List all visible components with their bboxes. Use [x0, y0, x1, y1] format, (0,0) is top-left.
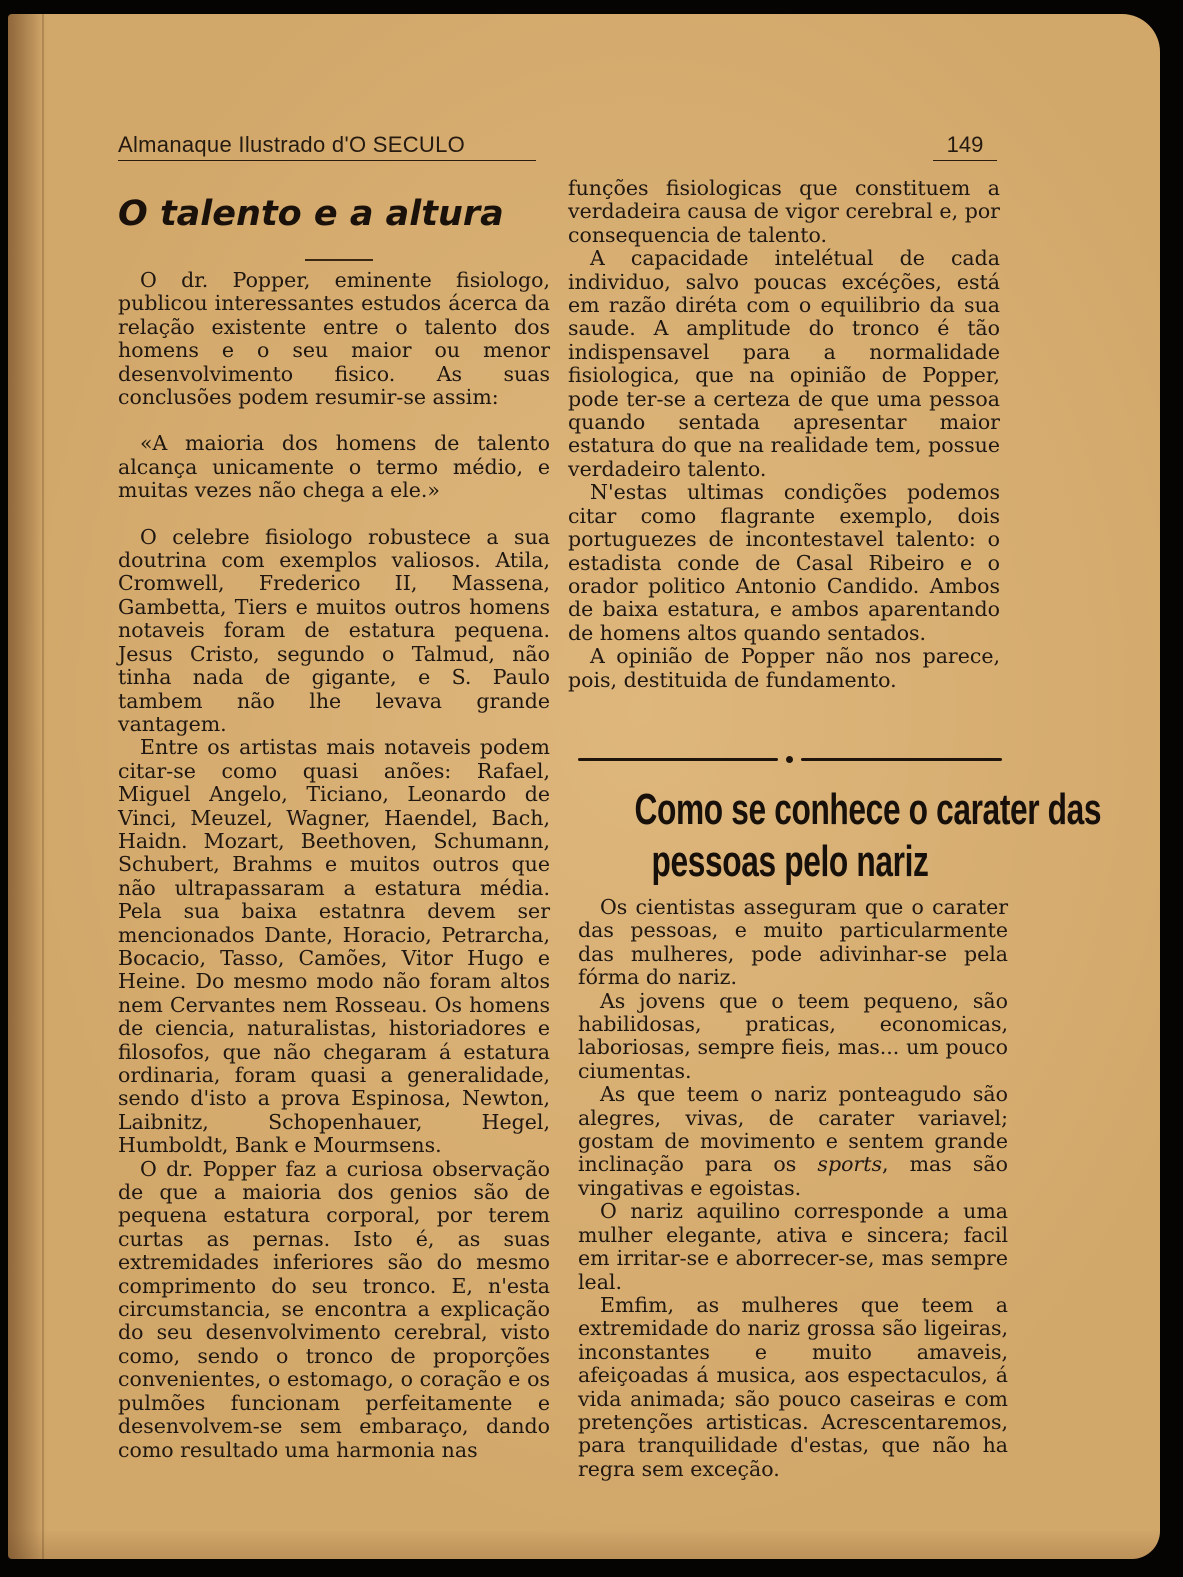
title-line: pessoas pelo nariz — [651, 837, 929, 886]
paragraph: Os cientistas asseguram que o carater das pessoas, e muito particularmente das mulheres, pode adivinhar-se pela fórma do nariz. — [578, 895, 1008, 990]
paragraph: O dr. Popper, eminente fisiologo, publicou interessantes estudos ácerca da relação existente entre o talento dos homens e o seu maior ou menor desenvolvimento fisico. As suas conclusões podem resumir-se assim: — [118, 268, 550, 410]
article-title-nariz — [634, 784, 1102, 888]
paragraph-text: , mas são vingativas e egoistas. — [578, 1152, 1008, 1200]
paragraph: Emfim, as mulheres que teem a extremidade do nariz grossa são ligeiras, inconstantes e muito amaveis, afeiçoadas á musica, aos espectaculos, á vida animada; são pouco caseiras e com pretenções artisticas. Acrescentaremos, para tranquilidade d'estas, que não ha regra sem exceção. — [578, 1292, 1008, 1481]
article-title-talento: O talento e a altura — [118, 194, 504, 234]
separator-dot — [786, 756, 793, 763]
page-binding-shadow — [8, 14, 42, 1559]
running-title: Almanaque Ilustrado d'O SECULO — [118, 132, 536, 161]
paragraph: O nariz aquilino corresponde a uma mulher elegante, ativa e sincera; facil em irritar-se e aborrecer-se, mas sempre leal. — [578, 1199, 1008, 1294]
emphasis-sports: sports — [817, 1152, 882, 1177]
book-page — [8, 14, 1160, 1559]
quote-paragraph: «A maioria dos homens de talento alcança unicamente o termo médio, e muitas vezes não chega a ele.» — [118, 431, 550, 503]
title-rule — [305, 259, 373, 261]
title-line: Como se conhece o carater das — [634, 785, 1102, 834]
paragraph: A capacidade intelétual de cada individuo, salvo poucas excéções, está em razão diréta com o equilibrio da sua saude. A amplitude do tronco é tão indispensavel para a normalidade fisiologica, que na opinião de Popper, pode ter-se a certeza de que uma pessoa quando sentada apresentar maior estatura do que na realidade tem, possue verdadeiro talento. — [568, 246, 1000, 481]
paragraph-continuation: funções fisiologicas que constituem a verdadeira causa de vigor cerebral e, por consequencia de talento. — [568, 176, 1000, 247]
paragraph: As jovens que o teem pequeno, são habilidosas, praticas, economicas, laboriosas, sempre fieis, mas... um pouco ciumentas. — [578, 988, 1008, 1083]
paragraph: Entre os artistas mais notaveis podem citar-se como quasi anões: Rafael, Miguel Angelo, Ticiano, Leonardo de Vinci, Meuzel, Wagner, Haendel, Bach, Haidn. Mozart, Beethoven, Schumann, Schubert, Brahms e muitos outros que não ultrapassaram a estatura média. Pela sua baixa estatnra devem ser mencionados Dante, Horacio, Petrarcha, Bocacio, Tasso, Camões, Vitor Hugo e Heine. Do mesmo modo não foram altos nem Cervantes nem Rosseau. Os homens de ciencia, naturalistas, historiadores e filosofos, que não chegaram á estatura ordinaria, foram quasi a generalidade, sendo d'isto a prova Espinosa, Newton, Laibnitz, Schopenhauer, Hegel, Humboldt, Bank e Mourmsens. — [118, 735, 550, 1158]
paragraph: O dr. Popper faz a curiosa observação de que a maioria dos genios são de pequena estatura corporal, por terem curtas as pernas. Isto é, as suas extremidades inferiores são do mesmo comprimento do seu tronco. E, n'esta circumstancia, se encontra a explicação do seu desenvolvimento cerebral, visto como, sendo o tronco de proporções convenientes, o estomago, o coração e os pulmões funcionam perfeitamente e desenvolvem-se sem embaraço, dando como resultado uma harmonia nas — [118, 1156, 550, 1462]
paragraph — [578, 1083, 1008, 1200]
separator-bar-right — [801, 758, 1002, 761]
right-column-article2 — [578, 896, 1008, 1481]
paragraph: A opinião de Popper não nos parece, pois, destituida de fundamento. — [568, 644, 1000, 692]
paragraph: O celebre fisiologo robustece a sua doutrina com exemplos valiosos. Atila, Cromwell, Frederico II, Massena, Gambetta, Tiers e muitos outros homens notaveis foram de estatura pequena. Jesus Cristo, segundo o Talmud, não tinha nada de gigante, e S. Paulo tambem não lhe levava grande vantagem. — [118, 524, 550, 736]
paragraph-text: As que teem o nariz ponteagudo são alegres, vivas, de carater variavel; gostam de movimento e sentem grande inclinação para os — [578, 1082, 1008, 1177]
right-column — [568, 177, 1000, 692]
paragraph: N'estas ultimas condições podemos citar como flagrante exemplo, dois portuguezes de incontestavel talento: o estadista conde de Casal Ribeiro e o orador politico Antonio Candido. Ambos de baixa estatura, e ambos aparentando de homens altos quando sentados. — [568, 480, 1000, 645]
page-number: 149 — [933, 132, 997, 161]
page-fold-line — [42, 14, 44, 1559]
separator-bar-left — [578, 758, 778, 761]
left-column — [118, 269, 550, 1462]
article-separator — [578, 756, 1002, 763]
